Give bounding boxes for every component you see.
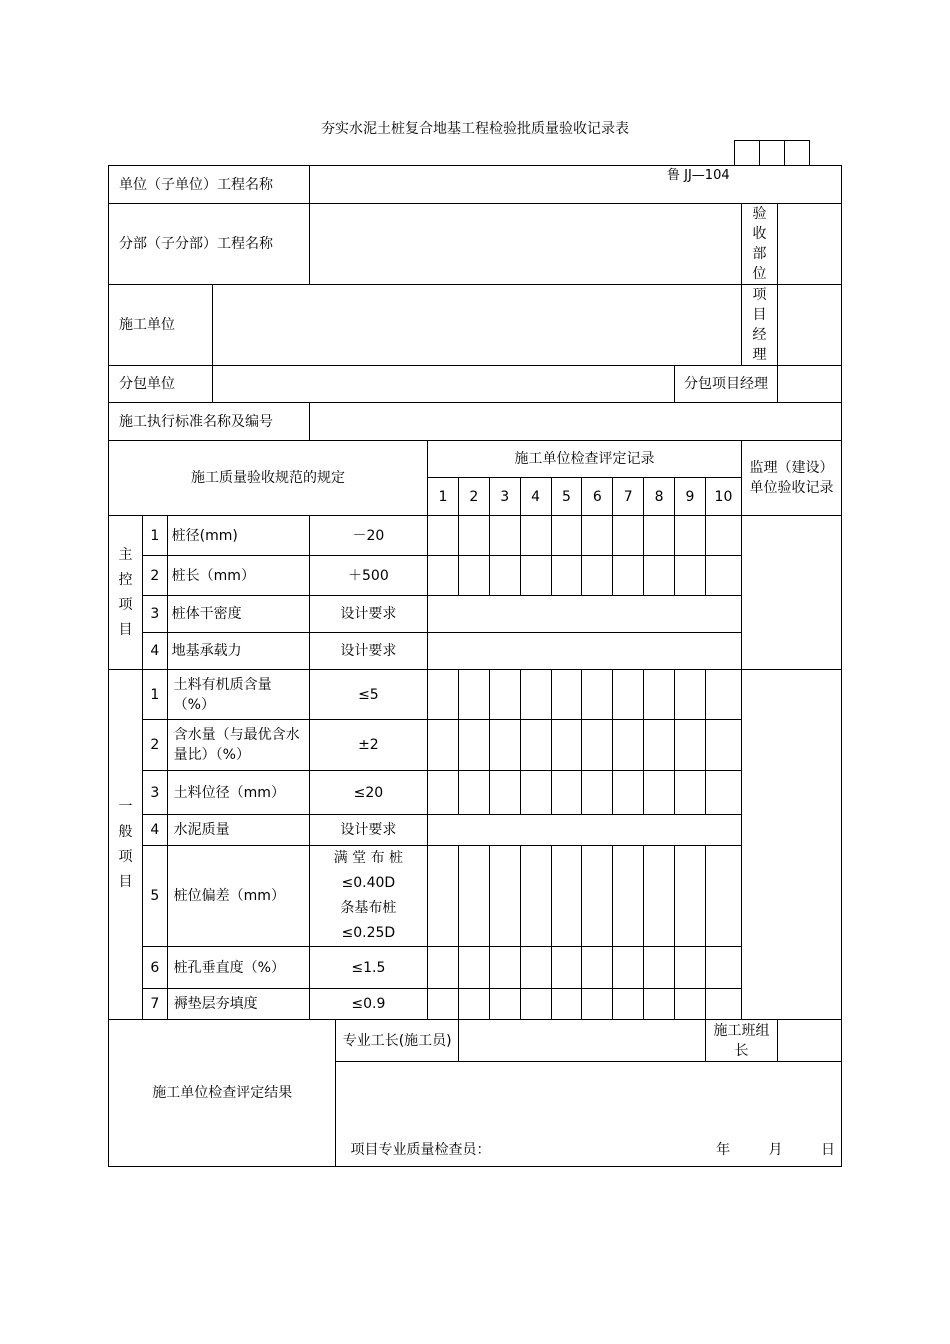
record-merged-cell[interactable] xyxy=(428,596,742,633)
record-cell[interactable] xyxy=(582,720,613,771)
record-cell[interactable] xyxy=(520,947,551,989)
record-cell[interactable] xyxy=(644,670,675,720)
item-name: 褥垫层夯填度 xyxy=(167,989,309,1020)
item-no: 2 xyxy=(142,556,167,596)
record-cell[interactable] xyxy=(458,989,489,1020)
unit-project-name-label: 单位（子单位）工程名称 xyxy=(109,166,310,204)
project-manager-label: 项目经理 xyxy=(741,285,777,366)
record-cell[interactable] xyxy=(613,846,644,947)
team-leader-value[interactable] xyxy=(777,1020,841,1062)
form-title: 夯实水泥土桩复合地基工程检验批质量验收记录表 xyxy=(321,121,629,137)
record-cell[interactable] xyxy=(428,720,459,771)
item-name: 桩孔垂直度（%） xyxy=(167,947,309,989)
record-cell[interactable] xyxy=(582,556,613,596)
record-cell[interactable] xyxy=(675,846,706,947)
item-no: 6 xyxy=(142,947,167,989)
unit-project-name-value[interactable] xyxy=(309,166,841,204)
foreman-label: 专业工长(施工员) xyxy=(336,1020,458,1062)
col-number: 7 xyxy=(613,478,644,516)
supervision-header: 监理（建设）单位验收记录 xyxy=(741,441,841,516)
col-number: 2 xyxy=(458,478,489,516)
record-cell[interactable] xyxy=(489,989,520,1020)
record-cell[interactable] xyxy=(675,516,706,556)
record-merged-cell[interactable] xyxy=(428,815,742,846)
item-requirement: 设计要求 xyxy=(309,815,427,846)
result-label: 施工单位检查评定结果 xyxy=(109,1020,336,1167)
team-leader-label: 施工班组长 xyxy=(705,1020,777,1062)
record-cell[interactable] xyxy=(675,771,706,815)
record-cell[interactable] xyxy=(458,846,489,947)
supervision-record-main[interactable] xyxy=(741,516,841,670)
col-number: 10 xyxy=(705,478,741,516)
item-name: 土料有机质含量（%） xyxy=(167,670,309,720)
record-cell[interactable] xyxy=(520,670,551,720)
acceptance-record-table xyxy=(108,165,842,1167)
item-no: 4 xyxy=(142,633,167,670)
code-box[interactable] xyxy=(785,141,810,166)
record-cell[interactable] xyxy=(613,516,644,556)
record-cell[interactable] xyxy=(489,771,520,815)
item-requirement: ≤0.9 xyxy=(309,989,427,1020)
subcontract-manager-value[interactable] xyxy=(777,366,841,403)
record-cell[interactable] xyxy=(675,947,706,989)
acceptance-part-value[interactable] xyxy=(777,204,841,285)
subcontract-manager-label: 分包项目经理 xyxy=(675,366,778,403)
record-cell[interactable] xyxy=(458,516,489,556)
item-requirement: ±2 xyxy=(309,720,427,771)
record-cell[interactable] xyxy=(675,989,706,1020)
record-cell[interactable] xyxy=(582,516,613,556)
subcontract-unit-value[interactable] xyxy=(212,366,674,403)
record-cell[interactable] xyxy=(520,516,551,556)
record-cell[interactable] xyxy=(551,846,582,947)
record-cell[interactable] xyxy=(613,989,644,1020)
record-cell[interactable] xyxy=(489,516,520,556)
record-cell[interactable] xyxy=(520,989,551,1020)
item-no: 1 xyxy=(142,516,167,556)
spec-header: 施工质量验收规范的规定 xyxy=(109,441,428,516)
col-number: 3 xyxy=(489,478,520,516)
subcontract-unit-label: 分包单位 xyxy=(109,366,213,403)
record-cell[interactable] xyxy=(675,556,706,596)
sub-project-name-label: 分部（子分部）工程名称 xyxy=(109,204,310,285)
record-cell[interactable] xyxy=(705,947,741,989)
record-cell[interactable] xyxy=(644,516,675,556)
record-cell[interactable] xyxy=(428,516,459,556)
item-no: 2 xyxy=(142,720,167,771)
record-cell[interactable] xyxy=(705,516,741,556)
item-name: 桩长（mm） xyxy=(167,556,309,596)
date-day: 日 xyxy=(821,1142,835,1158)
item-name: 桩位偏差（mm） xyxy=(167,846,309,947)
item-no: 1 xyxy=(142,670,167,720)
item-no: 3 xyxy=(142,596,167,633)
record-cell[interactable] xyxy=(551,670,582,720)
record-cell[interactable] xyxy=(613,556,644,596)
record-cell[interactable] xyxy=(551,947,582,989)
record-cell[interactable] xyxy=(613,771,644,815)
project-manager-value[interactable] xyxy=(777,285,841,366)
item-name: 水泥质量 xyxy=(167,815,309,846)
record-cell[interactable] xyxy=(428,989,459,1020)
col-number: 4 xyxy=(520,478,551,516)
requirement-full-layout: 满 堂 布 桩 ≤0.40D xyxy=(333,850,404,891)
item-requirement: ＋500 xyxy=(309,556,427,596)
record-cell[interactable] xyxy=(489,947,520,989)
record-cell[interactable] xyxy=(428,556,459,596)
item-name: 桩径(mm) xyxy=(167,516,309,556)
record-cell[interactable] xyxy=(644,846,675,947)
record-cell[interactable] xyxy=(551,720,582,771)
col-number: 9 xyxy=(675,478,706,516)
standard-name-label: 施工执行标准名称及编号 xyxy=(109,403,310,441)
record-cell[interactable] xyxy=(458,947,489,989)
form-code: 鲁 JJ—104 xyxy=(667,168,730,183)
record-cell[interactable] xyxy=(705,670,741,720)
record-cell[interactable] xyxy=(644,556,675,596)
record-cell[interactable] xyxy=(705,556,741,596)
item-name: 地基承载力 xyxy=(167,633,309,670)
record-cell[interactable] xyxy=(551,989,582,1020)
record-cell[interactable] xyxy=(705,846,741,947)
col-number: 1 xyxy=(428,478,459,516)
record-cell[interactable] xyxy=(705,771,741,815)
foreman-value[interactable] xyxy=(458,1020,705,1062)
record-cell[interactable] xyxy=(458,720,489,771)
item-requirement: －20 xyxy=(309,516,427,556)
item-requirement: 设计要求 xyxy=(309,633,427,670)
item-no: 5 xyxy=(142,846,167,947)
record-cell[interactable] xyxy=(428,846,459,947)
code-boxes xyxy=(734,140,810,166)
standard-name-value[interactable] xyxy=(309,403,841,441)
record-cell[interactable] xyxy=(675,670,706,720)
item-no: 3 xyxy=(142,771,167,815)
record-cell[interactable] xyxy=(458,670,489,720)
inspector-label: 项目专业质量检查员： xyxy=(350,1142,491,1158)
record-cell[interactable] xyxy=(520,720,551,771)
record-cell[interactable] xyxy=(582,947,613,989)
date-year: 年 xyxy=(716,1142,731,1158)
record-cell[interactable] xyxy=(705,720,741,771)
record-cell[interactable] xyxy=(705,989,741,1020)
record-cell[interactable] xyxy=(644,720,675,771)
item-requirement: ≤20 xyxy=(309,771,427,815)
item-no: 7 xyxy=(142,989,167,1020)
supervision-record-general[interactable] xyxy=(741,670,841,1020)
item-requirement xyxy=(309,846,427,947)
record-cell[interactable] xyxy=(520,771,551,815)
inspection-record-header: 施工单位检查评定记录 xyxy=(428,441,742,478)
item-name: 土料位径（mm） xyxy=(167,771,309,815)
record-cell[interactable] xyxy=(520,846,551,947)
record-cell[interactable] xyxy=(613,947,644,989)
result-area[interactable] xyxy=(336,1062,842,1167)
record-merged-cell[interactable] xyxy=(428,633,742,670)
record-cell[interactable] xyxy=(551,556,582,596)
construction-unit-label: 施工单位 xyxy=(109,285,213,366)
record-cell[interactable] xyxy=(489,556,520,596)
record-cell[interactable] xyxy=(428,670,459,720)
record-cell[interactable] xyxy=(551,771,582,815)
record-cell[interactable] xyxy=(458,771,489,815)
code-box[interactable] xyxy=(735,141,760,166)
item-requirement: 设计要求 xyxy=(309,596,427,633)
record-cell[interactable] xyxy=(489,720,520,771)
record-cell[interactable] xyxy=(458,556,489,596)
record-cell[interactable] xyxy=(613,720,644,771)
record-cell[interactable] xyxy=(520,556,551,596)
col-number: 5 xyxy=(551,478,582,516)
record-cell[interactable] xyxy=(428,771,459,815)
record-cell[interactable] xyxy=(644,989,675,1020)
record-cell[interactable] xyxy=(489,846,520,947)
main-items-label: 主控项目 xyxy=(109,516,143,670)
item-name: 含水量（与最优含水量比）（%） xyxy=(167,720,309,771)
item-requirement: ≤1.5 xyxy=(309,947,427,989)
record-cell[interactable] xyxy=(644,771,675,815)
record-cell[interactable] xyxy=(582,846,613,947)
record-cell[interactable] xyxy=(613,670,644,720)
requirement-strip-layout: 条基布桩 ≤0.25D xyxy=(340,900,397,941)
record-cell[interactable] xyxy=(582,670,613,720)
item-requirement: ≤5 xyxy=(309,670,427,720)
construction-unit-value[interactable] xyxy=(212,285,741,366)
col-number: 6 xyxy=(582,478,613,516)
record-cell[interactable] xyxy=(551,516,582,556)
sign-date xyxy=(682,1140,841,1160)
item-name: 桩体干密度 xyxy=(167,596,309,633)
record-cell[interactable] xyxy=(582,771,613,815)
record-cell[interactable] xyxy=(675,720,706,771)
general-items-label: 一般项目 xyxy=(109,670,143,1020)
record-cell[interactable] xyxy=(489,670,520,720)
col-number: 8 xyxy=(644,478,675,516)
acceptance-part-label: 验收部位 xyxy=(741,204,777,285)
record-cell[interactable] xyxy=(582,989,613,1020)
sub-project-name-value[interactable] xyxy=(309,204,741,285)
record-cell[interactable] xyxy=(428,947,459,989)
item-no: 4 xyxy=(142,815,167,846)
record-cell[interactable] xyxy=(644,947,675,989)
date-month: 月 xyxy=(768,1142,783,1158)
code-box[interactable] xyxy=(760,141,785,166)
